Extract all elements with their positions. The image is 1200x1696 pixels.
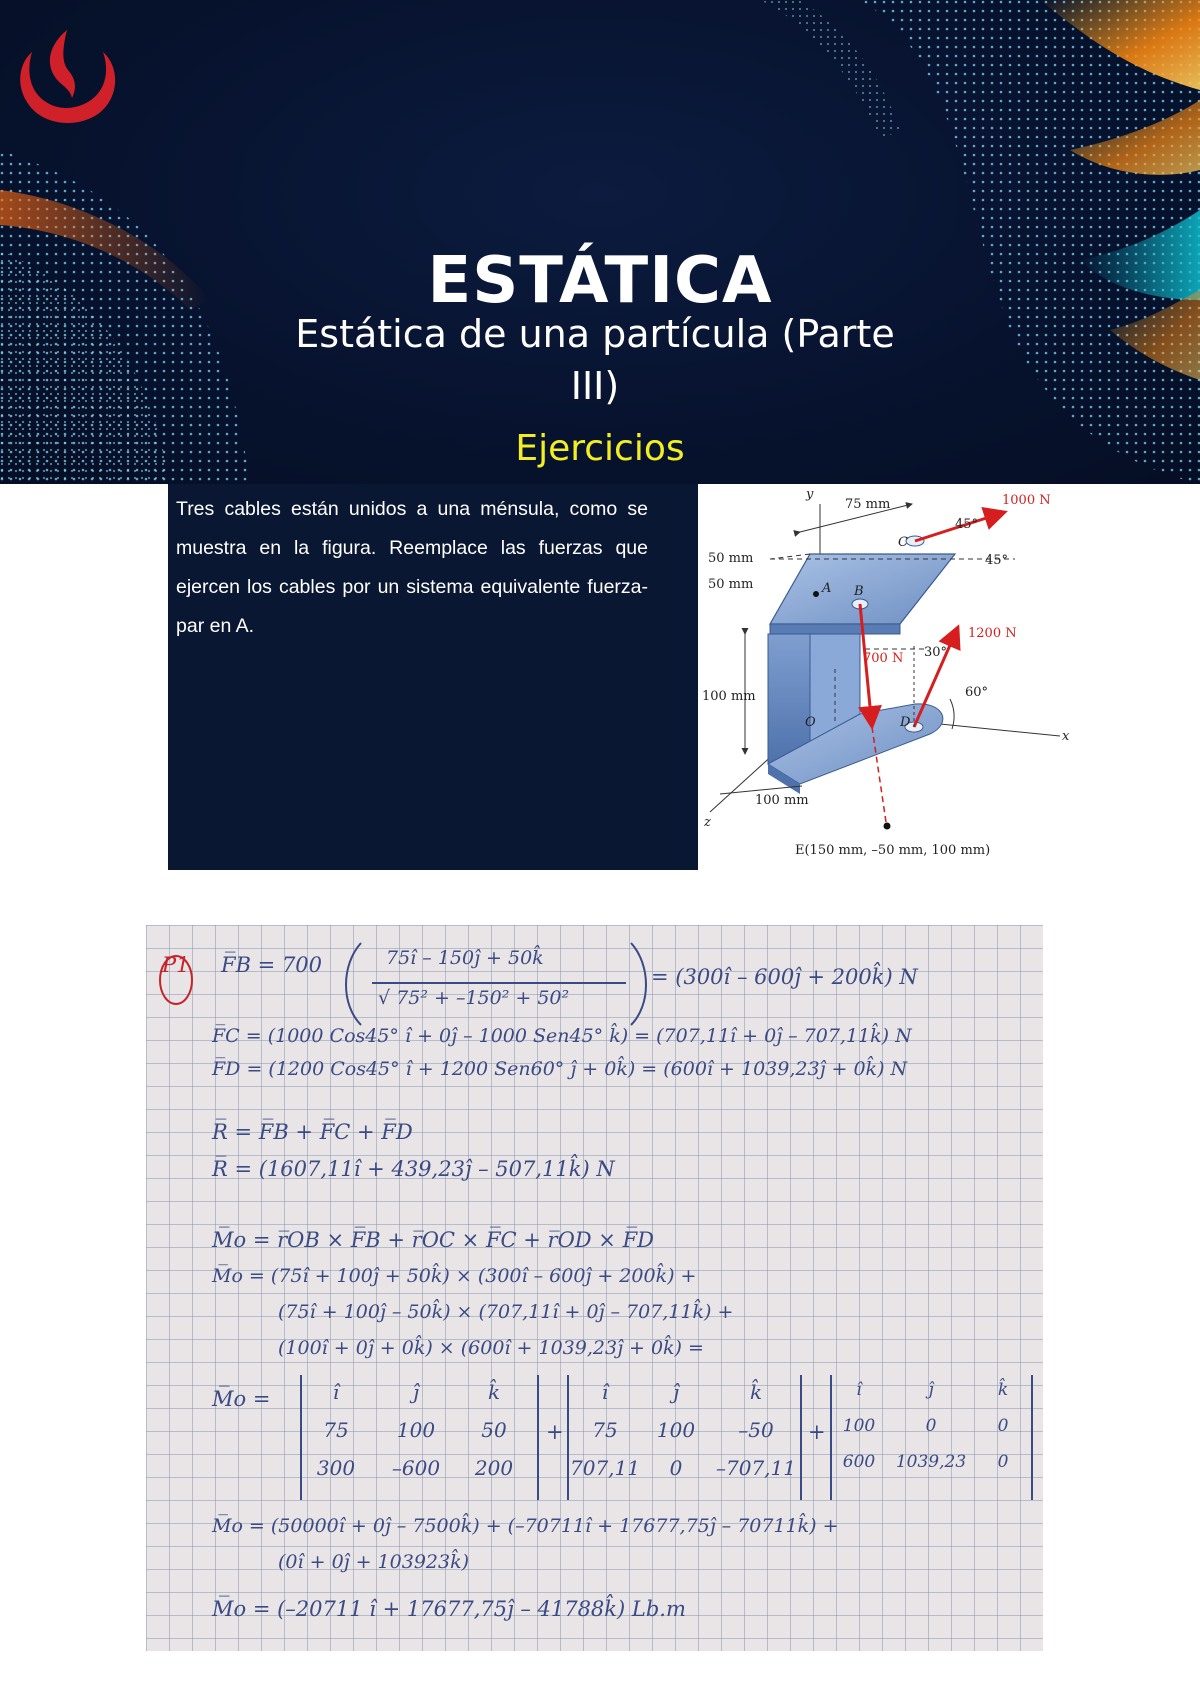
det3-col1: î 100 600 (842, 1380, 876, 1472)
problem-tag: P1 (162, 953, 190, 977)
point-a-label: A (822, 581, 832, 596)
angle-45a-label: 45° (955, 517, 979, 532)
mo-definition: M̅o = r̅OB × F̅B + r̅OC × F̅C + r̅OD × F̅D (212, 1228, 654, 1252)
dim-50b-label: 50 mm (708, 577, 754, 592)
point-o-label: O (805, 715, 816, 730)
point-a-marker (813, 591, 819, 597)
point-c-label: C (898, 535, 908, 550)
page-title: ESTÁTICA (427, 244, 773, 318)
problem-text: Tres cables están unidos a una ménsula, como se muestra en la figura. Reemplace las fuerzas que ejercen los cables por un sistema equivalente fuerza-par en A. (176, 498, 648, 637)
fd-line: F̅D = (1200 Cos45° î + 1200 Sen60° ĵ + 0k̂) = (600î + 1039,23ĵ + 0k̂) N (212, 1058, 908, 1080)
det1-col3: k̂ 50 200 (474, 1380, 514, 1480)
det1-col1: î 75 300 (316, 1380, 356, 1480)
bracket-figure (700, 484, 1090, 876)
fb-numerator: 75î – 150ĵ + 50k̂ (386, 947, 544, 969)
det1-col2: ĵ 100 –600 (391, 1380, 441, 1480)
det2-col2: ĵ 100 0 (656, 1380, 696, 1480)
handwritten-solution (146, 925, 1043, 1651)
mo-result-2: (0î + 0ĵ + 103923k̂) (278, 1551, 470, 1573)
fb-result: = (300î – 600ĵ + 200k̂) N (651, 965, 918, 989)
mo-line-3: (100î + 0ĵ + 0k̂) × (600î + 1039,23ĵ + 0k̂) = (278, 1337, 704, 1359)
y-axis-label: y (806, 487, 814, 502)
page-subtitle: Estática de una partícula (Parte III) (295, 312, 895, 408)
mo-line-2: (75î + 100ĵ – 50k̂) × (707,11î + 0ĵ – 707,11k̂) + (278, 1301, 734, 1323)
x-axis-label: x (1062, 729, 1070, 744)
mo-result-1: M̅o = (50000î + 0ĵ – 7500k̂) + (–70711î + 17677,75ĵ – 70711k̂) + (212, 1515, 839, 1537)
dim-100h-label: 100 mm (755, 793, 809, 808)
z-axis-label: z (704, 815, 711, 830)
fb-denominator: √ 75² + –150² + 50² (378, 987, 570, 1009)
force-1200-label: 1200 N (968, 626, 1017, 641)
force-700-label: 700 N (863, 651, 904, 666)
bracket-diagram (700, 484, 1090, 876)
point-e-label: E(150 mm, –50 mm, 100 mm) (795, 843, 991, 858)
angle-45b-label: 45° (985, 553, 1009, 568)
mo-line-1: M̅o = (75î + 100ĵ + 50k̂) × (300î – 600ĵ + 200k̂) + (212, 1265, 697, 1287)
angle-60-label: 60° (965, 685, 989, 700)
mo-final: M̅o = (–20711 î + 17677,75ĵ – 41788k̂) Lb.m (212, 1597, 686, 1621)
angle-30-label: 30° (924, 645, 948, 660)
r-sum-line: R̅ = F̅B + F̅C + F̅D (212, 1120, 413, 1144)
point-d-label: D (900, 715, 911, 730)
det2-col3: k̂ –50 –707,11 (716, 1380, 796, 1480)
mo-determinant-lhs: M̅o = (212, 1387, 271, 1411)
university-logo (10, 22, 125, 132)
dim-100v-label: 100 mm (702, 689, 756, 704)
section-heading: Ejercicios (515, 428, 685, 469)
det2-col1: î 75 707,11 (570, 1380, 640, 1480)
force-1000-label: 1000 N (1002, 493, 1051, 508)
det-plus-2: + (808, 1420, 826, 1444)
fc-line: F̅C = (1000 Cos45° î + 0ĵ – 1000 Sen45° k̂) = (707,11î + 0ĵ – 707,11k̂) N (212, 1025, 912, 1047)
problem-statement-box (168, 484, 698, 870)
point-b-label: B (854, 584, 864, 599)
det3-col3: k̂ 0 0 (997, 1380, 1009, 1472)
dim-50a-label: 50 mm (708, 551, 754, 566)
dim-75-label: 75 mm (845, 497, 891, 512)
r-value-line: R̅ = (1607,11î + 439,23ĵ – 507,11k̂) N (212, 1157, 615, 1181)
fb-lhs: F̅B = 700 (221, 953, 323, 977)
det3-col2: ĵ 0 1039,23 (895, 1380, 967, 1472)
title-banner (0, 0, 1200, 484)
det-plus-1: + (546, 1420, 564, 1444)
point-e-marker (884, 823, 891, 830)
